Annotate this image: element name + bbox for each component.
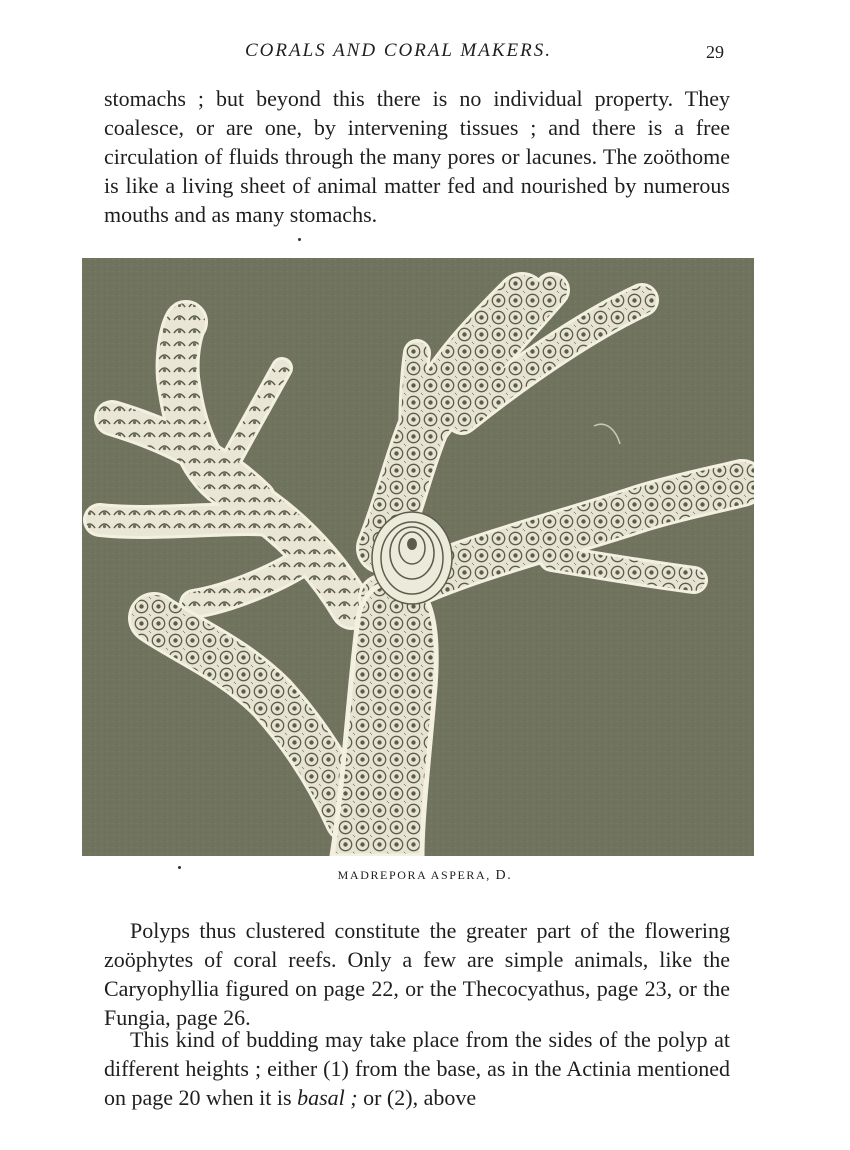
paragraph-1 <box>104 84 730 229</box>
coral-illustration <box>82 258 754 856</box>
caption-author: D. <box>495 868 513 883</box>
paragraph-3-italic-term: basal ; <box>297 1085 358 1110</box>
running-title: CORALS AND CORAL MAKERS. <box>245 40 552 61</box>
caption-species: MADREPORA ASPERA, <box>337 868 491 882</box>
madrepora-drawing <box>82 258 754 856</box>
paragraph-3-text: This kind of budding may take place from the sides of the polyp at different heights ; either (1) from the base, as in the Actinia mentioned on page 20 when it is <box>104 1027 730 1110</box>
print-speck <box>298 238 301 241</box>
figure-caption <box>0 868 850 884</box>
central-bud <box>372 512 452 604</box>
paragraph-3 <box>104 1025 730 1112</box>
paragraph-2 <box>104 916 730 1032</box>
paragraph-2-text: Polyps thus clustered constitute the greater part of the flowering zoöphytes of coral reefs. Only a few are simple animals, like the Caryophyllia figured on page 22, or the Thecocyathus, page 23, or the Fungia, page 26. <box>104 918 730 1030</box>
print-speck <box>178 866 181 869</box>
running-head <box>0 40 850 68</box>
paragraph-3-tail: or (2), above <box>357 1085 477 1110</box>
paragraph-1-text: stomachs ; but beyond this there is no individual property. They coalesce, or are one, by intervening tissues ; and there is a free circulation of fluids through the many pores or lacunes. The zoöthome is like a living sheet of animal matter fed and nourished by numerous mouths and as many stomachs. <box>104 86 730 227</box>
page-number: 29 <box>706 42 724 62</box>
